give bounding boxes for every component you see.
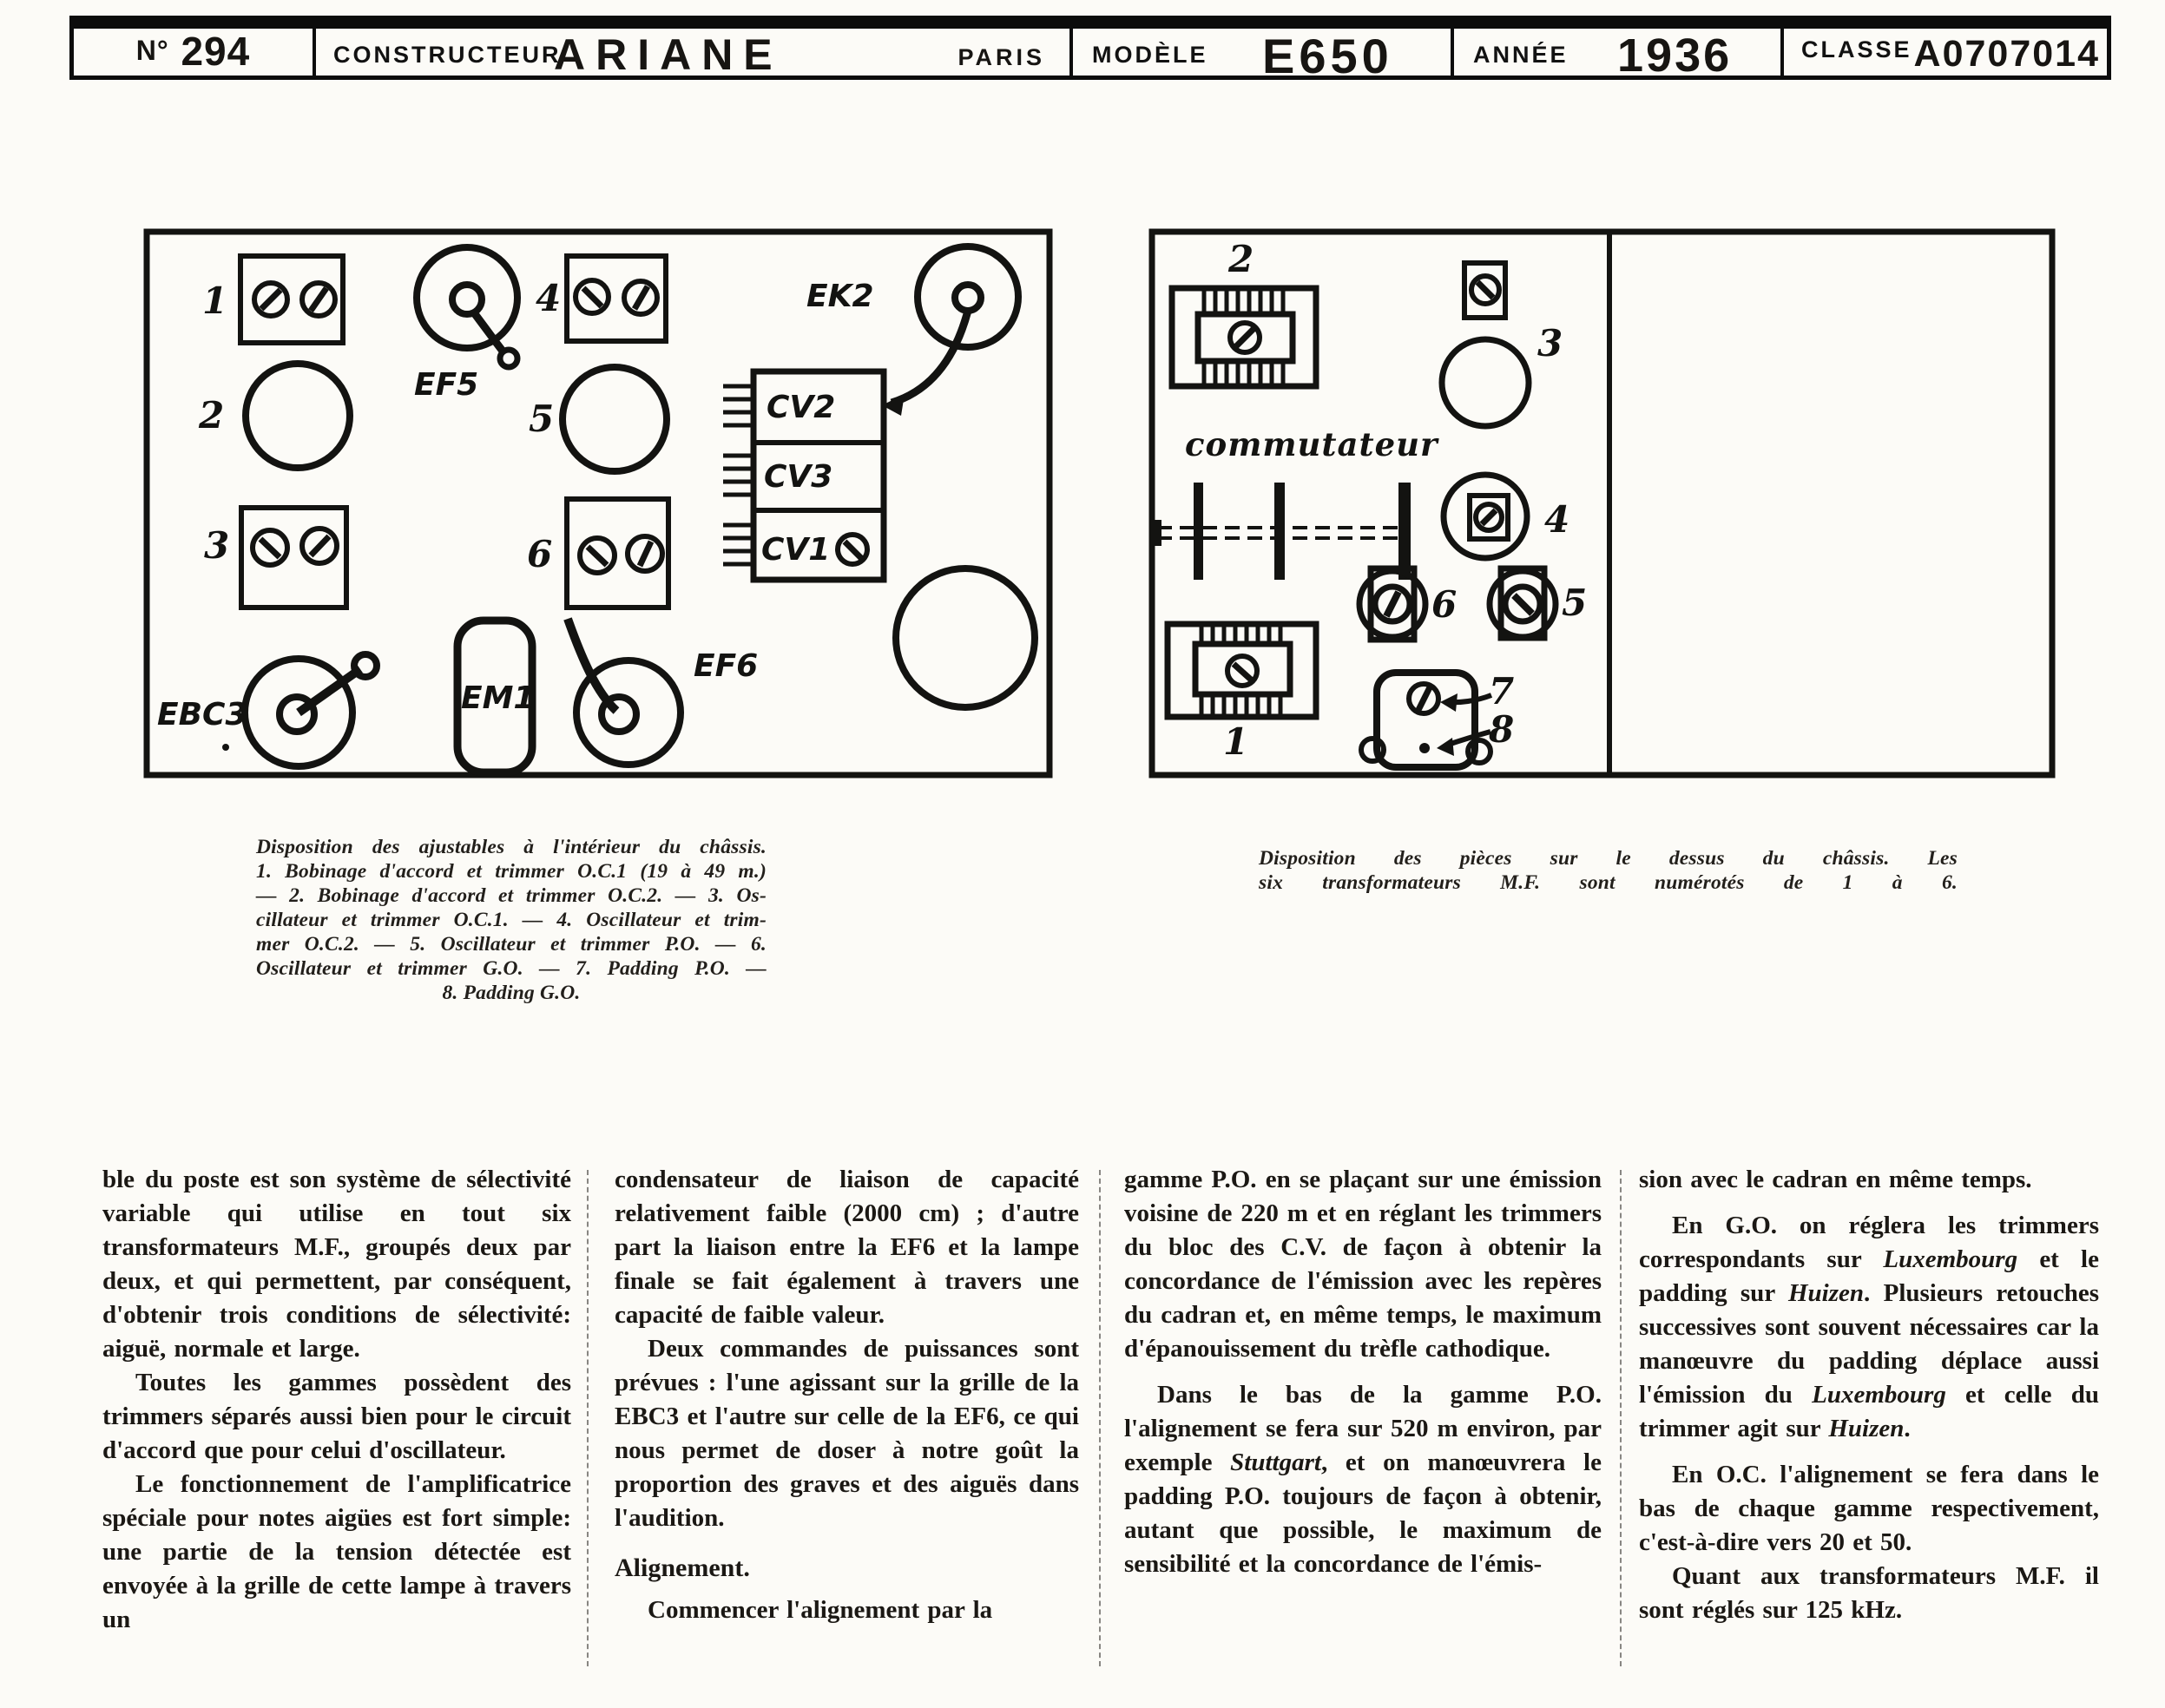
trimmer-4 <box>1444 475 1527 558</box>
column-rule <box>1620 1170 1622 1666</box>
part-label-1: 1 <box>202 279 228 322</box>
tube-label-ef5: EF5 <box>414 367 479 403</box>
figure-chassis-interior <box>143 228 1053 778</box>
paragraph: sion avec le cadran en même temps. <box>1639 1166 2032 1193</box>
part-label-4: 4 <box>536 277 562 319</box>
tube-ef5 <box>417 247 517 367</box>
caption-line: six transformateurs M.F. sont numérotés de 1 à 6. <box>1259 871 1958 894</box>
trimmer-block-4 <box>567 256 666 341</box>
header-cell-classe <box>1780 29 2107 76</box>
modele-label: MODÈLE <box>1092 42 1208 68</box>
tube-hole-3 <box>1442 339 1529 426</box>
header-cell-annee <box>1451 29 1780 82</box>
switch-wafer <box>1398 483 1411 580</box>
text-column-4 <box>1639 1163 2099 1684</box>
paragraph: gamme P.O. en se plaçant sur une émission voisine de 220 m et en réglant les trimmers du bloc des C.V. de façon à obtenir la concordance de l'émission avec les repères du cadran et, en même temps, le maximum d'épanouissement du trèfle cathodique. <box>1124 1166 1602 1363</box>
tube-ef6 <box>568 619 681 765</box>
paragraph: Toutes les gammes possèdent des trimmers séparés aussi bien pour le circuit d'accord que pour celui d'oscillateur. <box>102 1369 571 1464</box>
switch-wafer <box>1194 483 1203 580</box>
part-label-2: 2 <box>1228 238 1254 280</box>
part-label-3: 3 <box>1537 322 1563 365</box>
commutateur-label: commutateur <box>1185 425 1438 463</box>
trimmer-block-3 <box>241 508 346 608</box>
figure-chassis-top <box>1148 228 2056 778</box>
header-cell-constructeur <box>313 29 1069 79</box>
tube-label-em1: EM1 <box>461 680 536 716</box>
part-label-3: 3 <box>204 524 230 567</box>
sheet-number-value: 294 <box>181 28 251 74</box>
annee-label: ANNÉE <box>1473 42 1569 68</box>
caption-line: — 2. Bobinage d'accord et trimmer O.C.2. — 3. Os- <box>256 884 767 907</box>
switch-wafer <box>1274 483 1285 580</box>
paragraph: Dans le bas de la gamme P.O. l'alignement se fera sur 520 m environ, par exemple Stuttgart, et on manœuvrera le padding P.O. toujours de façon à obtenir, autant que possible, le maximum de sensibilité et la concordance de l'émis- <box>1124 1381 1602 1578</box>
tube-label-ebc3: EBC3 <box>157 697 247 732</box>
part-label-2: 2 <box>199 394 225 437</box>
text-column-1 <box>102 1163 571 1684</box>
constructeur-label: CONSTRUCTEUR <box>333 42 562 68</box>
if-transformer-1 <box>1168 624 1316 717</box>
trimmer-block-6 <box>567 499 668 608</box>
classe-value: A0707014 <box>1913 33 2100 75</box>
coil-5 <box>563 367 667 471</box>
trimmer-nut-5 <box>1490 568 1556 638</box>
caption-line: Oscillateur et trimmer G.O. — 7. Padding P.O. — <box>256 957 767 980</box>
paragraph: ble du poste est son système de sélectivité variable qui utilise en tout six transformateurs M.F., groupés deux par deux, et qui permettent, par conséquent, d'obtenir trois conditions de sélectivité: aiguë, normale et large. <box>102 1166 571 1363</box>
caption-line: Disposition des pièces sur le dessus du châssis. Les <box>1259 847 1958 870</box>
caption-line: 1. Bobinage d'accord et trimmer O.C.1 (19 à 49 m.) <box>256 860 767 883</box>
classe-label: CLASSE <box>1801 36 1912 62</box>
chassis-top-diagram <box>1148 228 2056 778</box>
modele-value: E650 <box>1262 29 1393 83</box>
annee-value: 1936 <box>1617 30 1733 82</box>
cv1-label: CV1 <box>761 532 831 568</box>
brand-name: ARIANE <box>553 30 783 79</box>
trimmer-block-1 <box>240 256 343 343</box>
part-label-8: 8 <box>1489 708 1515 751</box>
cv-leads <box>723 386 753 564</box>
cv2-label: CV2 <box>767 390 836 425</box>
paragraph: Quant aux transformateurs M.F. il sont réglés sur 125 kHz. <box>1639 1562 2099 1624</box>
paragraph: Commencer l'alignement par la <box>648 1596 993 1624</box>
trimmer-above-3 <box>1464 263 1505 318</box>
caption-line: Disposition des ajustables à l'intérieur du châssis. <box>256 836 767 858</box>
commutateur-shaft <box>1152 483 1411 580</box>
part-label-6: 6 <box>1431 583 1458 626</box>
padding-block <box>1361 673 1491 767</box>
section-heading: Alignement. <box>615 1554 750 1582</box>
tube-label-ef6: EF6 <box>694 648 759 684</box>
if-transformer-2 <box>1172 288 1316 386</box>
tube-ek2 <box>882 246 1018 416</box>
chassis-interior-diagram <box>143 228 1053 778</box>
header-cell-modele <box>1069 29 1451 83</box>
column-rule <box>587 1170 589 1666</box>
caption-right <box>1259 846 1958 895</box>
paragraph: Le fonctionnement de l'amplificatrice spéciale pour notes aigües est fort simple: une partie de la tension détectée est envoyée à la grille de cette lampe à travers un <box>102 1470 571 1633</box>
paragraph: condensateur de liaison de capacité relativement faible (2000 cm) ; d'autre part la liaison entre la EF6 et la lampe finale se fait également à travers une capacité de faible valeur. <box>615 1166 1079 1329</box>
caption-line: cillateur et trimmer O.C.1. — 4. Oscillateur et trim- <box>256 909 767 931</box>
part-label-5: 5 <box>1562 581 1588 624</box>
paragraph: En G.O. on réglera les trimmers correspondants sur Luxembourg et le padding sur Huizen. Plusieurs retouches successives sont souvent nécessaires car la manœuvre du padding déplace aussi l'émission du Luxembourg et celle du trimmer agit sur Huizen. <box>1639 1212 2099 1442</box>
coil-2 <box>246 364 350 468</box>
caption-line: 8. Padding G.O. <box>442 982 581 1004</box>
text-column-2 <box>615 1163 1079 1684</box>
column-rule <box>1099 1170 1101 1666</box>
sheet-number <box>136 28 250 75</box>
caption-line: mer O.C.2. — 5. Oscillateur et trimmer P.O. — 6. <box>256 933 767 956</box>
header-bar <box>69 16 2111 83</box>
part-label-7: 7 <box>1489 670 1515 713</box>
part-label-5: 5 <box>529 397 555 440</box>
header-cell-number <box>74 29 313 76</box>
paragraph: En O.C. l'alignement se fera dans le bas de chaque gamme respectivement, c'est-à-dire vers 20 et 50. <box>1639 1461 2099 1556</box>
tube-label-ek2: EK2 <box>806 279 874 314</box>
brand-city: PARIS <box>957 44 1045 70</box>
number-sign: N° <box>135 34 169 66</box>
paragraph: Deux commandes de puissances sont prévues : l'une agissant sur la grille de la EBC3 et l'autre sur celle de la EF6, ce qui nous permet de doser à notre goût la proportion des graves et des aiguës dans l'audition. <box>615 1335 1079 1532</box>
trimmer-nut-6 <box>1359 568 1425 640</box>
text-column-3 <box>1124 1163 1602 1684</box>
part-label-4: 4 <box>1544 498 1570 541</box>
part-label-1: 1 <box>1223 720 1249 763</box>
cv3-label: CV3 <box>764 459 833 495</box>
part-label-6: 6 <box>527 533 553 575</box>
speaker-hole <box>896 568 1035 707</box>
caption-left <box>256 835 767 1005</box>
